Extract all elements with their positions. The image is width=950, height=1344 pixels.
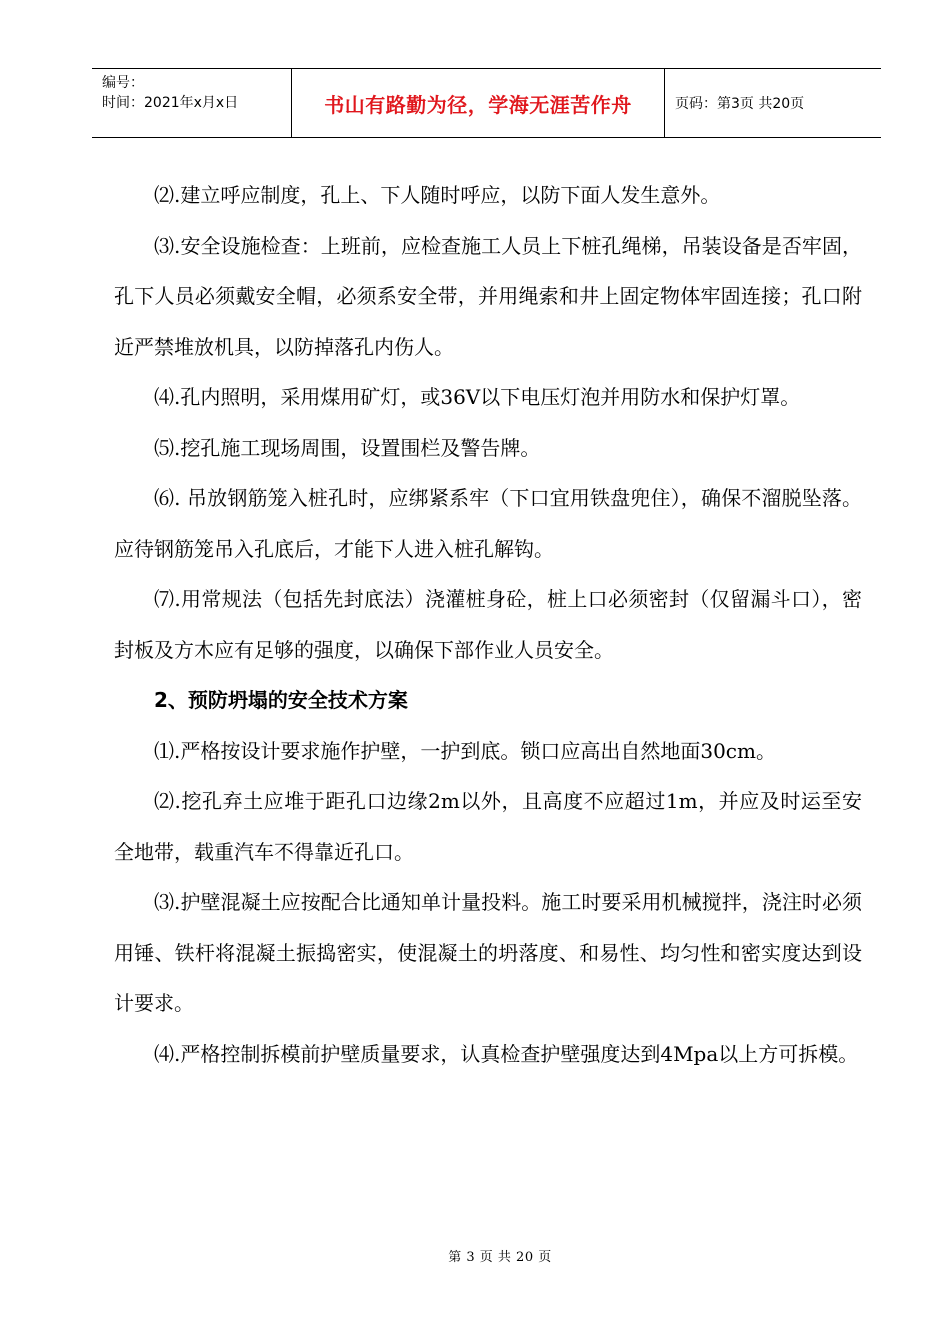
paragraph: ⑺.用常规法（包括先封底法）浇灌桩身砼，桩上口必须密封（仅留漏斗口），密封板及方木应有足够的强度，以确保下部作业人员安全。 (114, 587, 862, 662)
paragraph: ⑷.孔内照明，采用煤用矿灯，或36V以下电压灯泡并用防水和保护灯罩。 (154, 385, 801, 409)
document-body (114, 170, 862, 1079)
paragraph: ⑹. 吊放钢筋笼入桩孔时，应绑紧系牢（下口宜用铁盘兜住），确保不溜脱坠落。应待钢筋笼吊入孔底后，才能下人进入桩孔解钩。 (114, 486, 862, 561)
document-date: 时间：2021年x月x日 (102, 95, 239, 111)
section-heading: 2、预防坍塌的安全技术方案 (154, 688, 408, 712)
document-header (92, 68, 881, 138)
header-page-info: 页码：第3页 共20页 (675, 96, 805, 112)
page-footer: 第 3 页 共 20 页 (448, 1250, 552, 1265)
paragraph: ⑵.挖孔弃土应堆于距孔口边缘2m以外，且高度不应超过1m，并应及时运至安全地带，载重汽车不得靠近孔口。 (114, 789, 862, 864)
paragraph: ⑶.安全设施检查：上班前，应检查施工人员上下桩孔绳梯，吊装设备是否牢固，孔下人员必须戴安全帽，必须系安全带，并用绳索和井上固定物体牢固连接；孔口附近严禁堆放机具，以防掉落孔内伤人。 (114, 233, 862, 359)
header-motto: 书山有路勤为径，学海无涯苦作舟 (292, 69, 665, 137)
paragraph: ⑸.挖孔施工现场周围，设置围栏及警告牌。 (154, 435, 541, 460)
paragraph: ⑵.建立呼应制度，孔上、下人随时呼应，以防下面人发生意外。 (154, 183, 721, 207)
paragraph: ⑷.严格控制拆模前护壁质量要求，认真检查护壁强度达到4Mpa以上方可拆模。 (154, 1041, 859, 1066)
paragraph: ⑶.护壁混凝土应按配合比通知单计量投料。施工时要采用机械搅拌，浇注时必须用锤、铁杆将混凝土振捣密实，使混凝土的坍落度、和易性、均匀性和密实度达到设计要求。 (114, 890, 862, 1015)
document-number-label: 编号： (102, 75, 144, 91)
header-meta (92, 69, 292, 137)
paragraph: ⑴.严格按设计要求施作护壁，一护到底。锁口应高出自然地面30cm。 (154, 738, 776, 763)
